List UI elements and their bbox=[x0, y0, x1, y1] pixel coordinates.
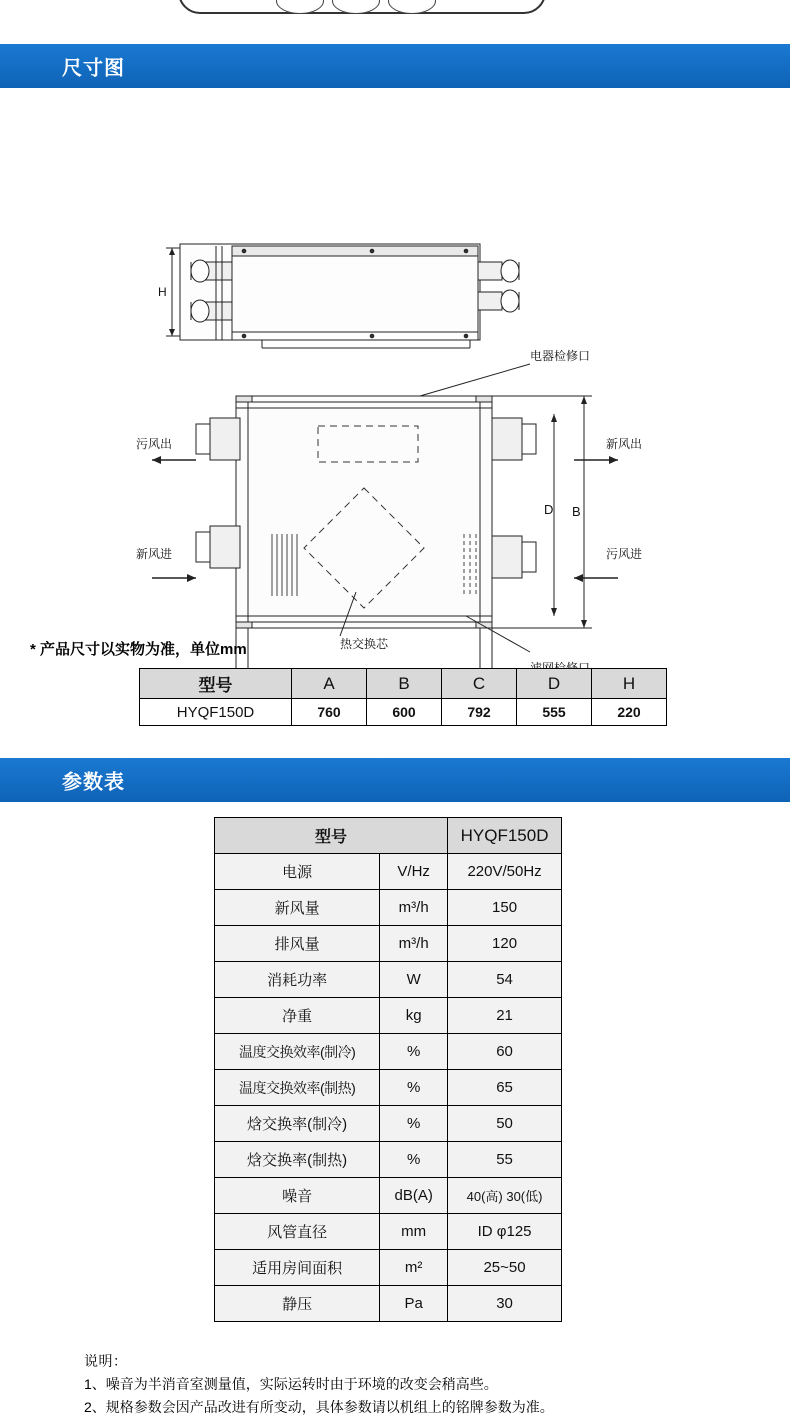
label-fresh-in: 新风进 bbox=[136, 547, 173, 561]
param-unit: m³/h bbox=[380, 926, 448, 962]
dim-header-model: 型号 bbox=[140, 669, 292, 699]
param-value: 54 bbox=[448, 962, 562, 998]
param-value: 60 bbox=[448, 1034, 562, 1070]
param-name: 焓交换率(制冷) bbox=[215, 1106, 380, 1142]
label-b: B bbox=[572, 504, 581, 519]
dim-header-b: B bbox=[367, 669, 442, 699]
param-unit: Pa bbox=[380, 1286, 448, 1322]
label-exhaust-in: 污风进 bbox=[606, 547, 643, 561]
param-name: 风管直径 bbox=[215, 1214, 380, 1250]
param-unit: V/Hz bbox=[380, 854, 448, 890]
param-value: ID φ125 bbox=[448, 1214, 562, 1250]
table-row bbox=[215, 1070, 562, 1106]
label-heat-exchanger: 热交换芯 bbox=[340, 637, 389, 651]
dim-cell-model: HYQF150D bbox=[140, 699, 292, 726]
param-name: 适用房间面积 bbox=[215, 1250, 380, 1286]
table-row bbox=[215, 962, 562, 998]
table-row bbox=[215, 998, 562, 1034]
param-value: 65 bbox=[448, 1070, 562, 1106]
param-model-label: 型号 bbox=[215, 818, 448, 854]
param-name: 静压 bbox=[215, 1286, 380, 1322]
table-row bbox=[215, 1286, 562, 1322]
label-fresh-out: 新风出 bbox=[606, 437, 643, 451]
param-name: 噪音 bbox=[215, 1178, 380, 1214]
section-title-parameters: 参数表 bbox=[62, 771, 125, 794]
notes-title: 说明： bbox=[84, 1353, 128, 1369]
footer-notes bbox=[84, 1350, 744, 1419]
note-item: 1、噪音为半消音室测量值，实际运转时由于环境的改变会稍高些。 bbox=[84, 1376, 498, 1392]
table-row bbox=[215, 1214, 562, 1250]
table-row bbox=[215, 1178, 562, 1214]
param-name: 焓交换率(制热) bbox=[215, 1142, 380, 1178]
param-value: 55 bbox=[448, 1142, 562, 1178]
param-name: 消耗功率 bbox=[215, 962, 380, 998]
param-unit: % bbox=[380, 1070, 448, 1106]
section-title-dimensions: 尺寸图 bbox=[62, 57, 125, 80]
oval-shape-2 bbox=[332, 0, 380, 14]
oval-shape-1 bbox=[276, 0, 324, 14]
section-header-parameters bbox=[0, 758, 790, 802]
param-value: 21 bbox=[448, 998, 562, 1034]
param-name: 新风量 bbox=[215, 890, 380, 926]
param-unit: % bbox=[380, 1142, 448, 1178]
param-unit: mm bbox=[380, 1214, 448, 1250]
table-row bbox=[215, 1034, 562, 1070]
table-row bbox=[215, 854, 562, 890]
dim-cell-a: 760 bbox=[292, 699, 367, 726]
dim-cell-h: 220 bbox=[592, 699, 667, 726]
param-name: 净重 bbox=[215, 998, 380, 1034]
param-name: 电源 bbox=[215, 854, 380, 890]
param-value: 30 bbox=[448, 1286, 562, 1322]
param-unit: kg bbox=[380, 998, 448, 1034]
table-row bbox=[215, 1106, 562, 1142]
param-value: 220V/50Hz bbox=[448, 854, 562, 890]
param-value: 25~50 bbox=[448, 1250, 562, 1286]
dim-header-h: H bbox=[592, 669, 667, 699]
param-value: 40(高) 30(低) bbox=[448, 1178, 562, 1214]
table-row bbox=[215, 926, 562, 962]
param-unit: dB(A) bbox=[380, 1178, 448, 1214]
dim-cell-b: 600 bbox=[367, 699, 442, 726]
param-unit: m³/h bbox=[380, 890, 448, 926]
param-name: 温度交换效率(制热) bbox=[215, 1070, 380, 1106]
table-row bbox=[215, 1142, 562, 1178]
param-unit: m² bbox=[380, 1250, 448, 1286]
label-h: H bbox=[158, 285, 167, 299]
dimension-table bbox=[139, 668, 667, 726]
param-name: 排风量 bbox=[215, 926, 380, 962]
label-exhaust-out: 污风出 bbox=[136, 437, 173, 451]
param-unit: W bbox=[380, 962, 448, 998]
param-unit: % bbox=[380, 1106, 448, 1142]
param-model-value: HYQF150D bbox=[448, 818, 562, 854]
dim-header-a: A bbox=[292, 669, 367, 699]
param-value: 150 bbox=[448, 890, 562, 926]
parameter-table bbox=[214, 817, 562, 1322]
dim-cell-d: 555 bbox=[517, 699, 592, 726]
top-cutoff-graphic bbox=[178, 0, 546, 14]
oval-shape-3 bbox=[388, 0, 436, 14]
dimension-note: * 产品尺寸以实物为准，单位mm bbox=[30, 641, 247, 658]
param-value: 50 bbox=[448, 1106, 562, 1142]
table-row bbox=[140, 699, 667, 726]
param-model-row bbox=[215, 818, 562, 854]
table-header-row bbox=[140, 669, 667, 699]
table-row bbox=[215, 1250, 562, 1286]
note-item: 2、规格参数会因产品改进有所变动，具体参数请以机组上的铭牌参数为准。 bbox=[84, 1399, 554, 1415]
param-unit: % bbox=[380, 1034, 448, 1070]
label-d: D bbox=[544, 502, 554, 517]
param-name: 温度交换效率(制冷) bbox=[215, 1034, 380, 1070]
section-header-dimensions bbox=[0, 44, 790, 88]
param-value: 120 bbox=[448, 926, 562, 962]
table-row bbox=[215, 890, 562, 926]
dim-cell-c: 792 bbox=[442, 699, 517, 726]
label-electric-access: 电器检修口 bbox=[530, 349, 591, 363]
dim-header-c: C bbox=[442, 669, 517, 699]
dim-header-d: D bbox=[517, 669, 592, 699]
